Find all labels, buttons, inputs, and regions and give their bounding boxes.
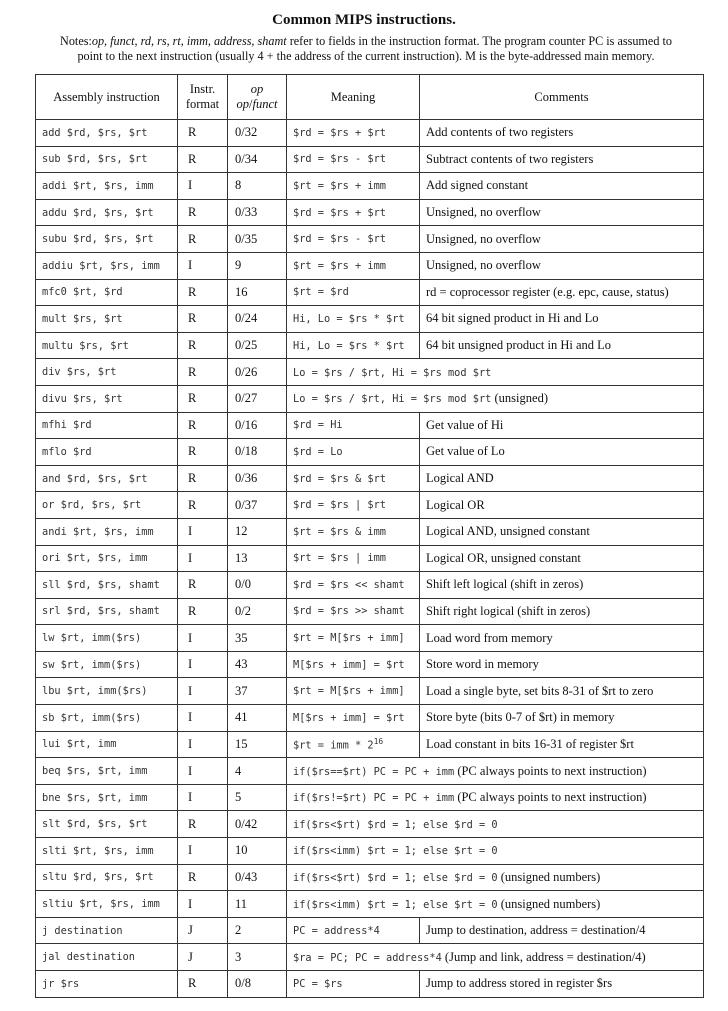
asm-cell: mflo $rd	[36, 439, 178, 466]
format-cell: R	[178, 439, 228, 466]
meaning-text: $rd = $rs << shamt	[293, 578, 405, 591]
meaning-text: if($rs<imm) $rt = 1; else $rt = 0	[293, 898, 498, 911]
format-cell: R	[178, 199, 228, 226]
op-cell: 13	[228, 545, 287, 572]
comment-cell: Load a single byte, set bits 8-31 of $rt to zero	[420, 678, 704, 705]
meaning-cell	[287, 731, 420, 758]
meaning-cell	[287, 598, 420, 625]
meaning-text: $rd = $rs + $rt	[293, 126, 386, 139]
meaning-text: $rt = $rd	[293, 286, 349, 299]
meaning-cell	[287, 678, 420, 705]
meaning-comment-cell	[287, 385, 704, 412]
comment-cell: Logical OR	[420, 492, 704, 519]
asm-cell: addi $rt, $rs, imm	[36, 173, 178, 200]
comment-text: (unsigned)	[491, 391, 548, 406]
meaning-comment-cell	[287, 944, 704, 971]
meaning-text: if($rs!=$rt) PC = PC + imm	[293, 792, 455, 805]
meaning-cell	[287, 971, 420, 998]
table-row	[36, 439, 704, 466]
op-cell: 0/25	[228, 332, 287, 359]
op-cell: 8	[228, 173, 287, 200]
op-cell: 0/0	[228, 572, 287, 599]
table-row	[36, 518, 704, 545]
meaning-cell	[287, 439, 420, 466]
op-cell: 0/36	[228, 465, 287, 492]
table-row	[36, 279, 704, 306]
op-cell: 16	[228, 279, 287, 306]
op-cell: 0/34	[228, 146, 287, 173]
asm-cell: sub $rd, $rs, $rt	[36, 146, 178, 173]
table-row	[36, 412, 704, 439]
comment-text: (unsigned numbers)	[497, 869, 601, 884]
comment-cell: rd = coprocessor register (e.g. epc, cause, status)	[420, 279, 704, 306]
notes-paragraph	[16, 34, 716, 64]
page-title: Common MIPS instructions.	[272, 12, 456, 28]
comment-cell: 64 bit signed product in Hi and Lo	[420, 306, 704, 333]
header-format: Instr. format	[178, 75, 228, 120]
meaning-cell	[287, 705, 420, 732]
format-cell: R	[178, 598, 228, 625]
asm-cell: andi $rt, $rs, imm	[36, 518, 178, 545]
mips-instruction-table	[35, 74, 704, 998]
meaning-cell	[287, 412, 420, 439]
table-row	[36, 252, 704, 279]
format-cell: R	[178, 332, 228, 359]
table-row	[36, 385, 704, 412]
meaning-comment-cell	[287, 811, 704, 838]
format-cell: I	[178, 252, 228, 279]
asm-cell: j destination	[36, 917, 178, 944]
format-cell: J	[178, 917, 228, 944]
table-row	[36, 226, 704, 253]
table-row	[36, 811, 704, 838]
format-cell: I	[178, 545, 228, 572]
meaning-text: PC = address*4	[293, 924, 380, 937]
meaning-comment-cell	[287, 864, 704, 891]
format-cell: R	[178, 146, 228, 173]
op-cell: 0/24	[228, 306, 287, 333]
asm-cell: ori $rt, $rs, imm	[36, 545, 178, 572]
meaning-text: if($rs<imm) $rt = 1; else $rt = 0	[293, 845, 498, 858]
meaning-text: if($rs==$rt) PC = PC + imm	[293, 765, 455, 778]
comment-cell: Logical AND	[420, 465, 704, 492]
meaning-text: $rd = $rs + $rt	[293, 206, 386, 219]
format-cell: R	[178, 306, 228, 333]
meaning-comment-cell	[287, 838, 704, 865]
asm-cell: mfc0 $rt, $rd	[36, 279, 178, 306]
comment-cell: Logical AND, unsigned constant	[420, 518, 704, 545]
comment-cell: Shift left logical (shift in zeros)	[420, 572, 704, 599]
comment-text: (PC always points to next instruction)	[454, 763, 647, 778]
table-row	[36, 944, 704, 971]
meaning-comment-cell	[287, 758, 704, 785]
op-cell: 0/42	[228, 811, 287, 838]
meaning-cell	[287, 199, 420, 226]
format-cell: R	[178, 385, 228, 412]
format-cell: R	[178, 412, 228, 439]
notes-fields: op, funct, rd, rs, rt, imm, address, shamt	[91, 34, 287, 48]
table-row	[36, 545, 704, 572]
comment-cell: Get value of Hi	[420, 412, 704, 439]
format-cell: I	[178, 758, 228, 785]
asm-cell: jal destination	[36, 944, 178, 971]
asm-cell: and $rd, $rs, $rt	[36, 465, 178, 492]
meaning-text: $rd = $rs - $rt	[293, 233, 386, 246]
exponent-text: 16	[373, 737, 384, 747]
asm-cell: lbu $rt, imm($rs)	[36, 678, 178, 705]
asm-cell: srl $rd, $rs, shamt	[36, 598, 178, 625]
meaning-cell	[287, 545, 420, 572]
table-row	[36, 838, 704, 865]
table-row	[36, 731, 704, 758]
op-cell: 12	[228, 518, 287, 545]
format-cell: R	[178, 971, 228, 998]
asm-cell: bne $rs, $rt, imm	[36, 784, 178, 811]
comment-cell: Unsigned, no overflow	[420, 226, 704, 253]
format-cell: R	[178, 572, 228, 599]
asm-cell: sltiu $rt, $rs, imm	[36, 891, 178, 918]
op-cell: 9	[228, 252, 287, 279]
asm-cell: beq $rs, $rt, imm	[36, 758, 178, 785]
meaning-text: $rd = $rs >> shamt	[293, 605, 405, 618]
format-cell: R	[178, 864, 228, 891]
meaning-comment-cell	[287, 891, 704, 918]
asm-cell: addu $rd, $rs, $rt	[36, 199, 178, 226]
meaning-text: PC = $rs	[293, 977, 343, 990]
meaning-text: Hi, Lo = $rs * $rt	[293, 339, 405, 352]
table-row	[36, 598, 704, 625]
table-row	[36, 199, 704, 226]
op-cell: 0/32	[228, 120, 287, 147]
meaning-text: $rd = $rs | $rt	[293, 499, 386, 512]
meaning-text: $rd = Lo	[293, 445, 343, 458]
op-cell: 2	[228, 917, 287, 944]
format-cell: J	[178, 944, 228, 971]
op-cell: 43	[228, 651, 287, 678]
notes-line1-rest: refer to fields in the instruction format. The program counter PC is assumed to	[286, 34, 672, 48]
format-cell: R	[178, 492, 228, 519]
format-cell: I	[178, 651, 228, 678]
table-row	[36, 758, 704, 785]
table-row	[36, 705, 704, 732]
format-cell: R	[178, 465, 228, 492]
asm-cell: subu $rd, $rs, $rt	[36, 226, 178, 253]
comment-cell: Logical OR, unsigned constant	[420, 545, 704, 572]
comment-cell: Load word from memory	[420, 625, 704, 652]
meaning-cell	[287, 146, 420, 173]
table-row	[36, 146, 704, 173]
meaning-cell	[287, 279, 420, 306]
comment-cell: Jump to destination, address = destination/4	[420, 917, 704, 944]
table-header-row	[36, 75, 704, 120]
op-cell: 0/35	[228, 226, 287, 253]
comment-cell: 64 bit unsigned product in Hi and Lo	[420, 332, 704, 359]
asm-cell: slt $rd, $rs, $rt	[36, 811, 178, 838]
op-cell: 0/33	[228, 199, 287, 226]
meaning-text: if($rs<$rt) $rd = 1; else $rd = 0	[293, 871, 498, 884]
op-cell: 15	[228, 731, 287, 758]
table-row	[36, 917, 704, 944]
table-row	[36, 359, 704, 386]
asm-cell: slti $rt, $rs, imm	[36, 838, 178, 865]
table-row	[36, 492, 704, 519]
meaning-cell	[287, 518, 420, 545]
op-cell: 4	[228, 758, 287, 785]
meaning-text: $rt = imm * 2	[293, 739, 374, 752]
asm-cell: multu $rs, $rt	[36, 332, 178, 359]
op-cell: 5	[228, 784, 287, 811]
header-asm: Assembly instruction	[36, 75, 178, 120]
table-body	[36, 120, 704, 998]
comment-cell: Subtract contents of two registers	[420, 146, 704, 173]
op-cell: 11	[228, 891, 287, 918]
table-row	[36, 971, 704, 998]
table-row	[36, 332, 704, 359]
header-comments: Comments	[420, 75, 704, 120]
op-cell: 0/37	[228, 492, 287, 519]
format-cell: R	[178, 359, 228, 386]
meaning-text: $rt = $rs + imm	[293, 179, 386, 192]
meaning-cell	[287, 572, 420, 599]
meaning-text: $rd = Hi	[293, 419, 343, 432]
meaning-text: $ra = PC; PC = address*4	[293, 951, 442, 964]
table-row	[36, 465, 704, 492]
asm-cell: add $rd, $rs, $rt	[36, 120, 178, 147]
format-cell: I	[178, 891, 228, 918]
op-cell: 35	[228, 625, 287, 652]
meaning-text: $rt = $rs & imm	[293, 525, 386, 538]
table-row	[36, 651, 704, 678]
op-cell: 3	[228, 944, 287, 971]
meaning-text: Lo = $rs / $rt, Hi = $rs mod $rt	[293, 366, 492, 379]
meaning-cell	[287, 465, 420, 492]
meaning-text: $rd = $rs & $rt	[293, 472, 386, 485]
format-cell: R	[178, 226, 228, 253]
header-op: op op/funct	[228, 75, 287, 120]
comment-text: (unsigned numbers)	[497, 896, 601, 911]
asm-cell: lw $rt, imm($rs)	[36, 625, 178, 652]
asm-cell: sw $rt, imm($rs)	[36, 651, 178, 678]
op-cell: 37	[228, 678, 287, 705]
asm-cell: sltu $rd, $rs, $rt	[36, 864, 178, 891]
op-cell: 0/16	[228, 412, 287, 439]
comment-cell: Unsigned, no overflow	[420, 199, 704, 226]
op-cell: 0/26	[228, 359, 287, 386]
comment-cell: Unsigned, no overflow	[420, 252, 704, 279]
meaning-text: $rt = M[$rs + imm]	[293, 632, 405, 645]
asm-cell: jr $rs	[36, 971, 178, 998]
meaning-text: Hi, Lo = $rs * $rt	[293, 312, 405, 325]
comment-cell: Get value of Lo	[420, 439, 704, 466]
meaning-cell	[287, 625, 420, 652]
meaning-comment-cell	[287, 784, 704, 811]
table-row	[36, 625, 704, 652]
asm-cell: lui $rt, imm	[36, 731, 178, 758]
table-row	[36, 120, 704, 147]
notes-prefix: Notes:	[60, 34, 92, 48]
asm-cell: sb $rt, imm($rs)	[36, 705, 178, 732]
meaning-cell	[287, 252, 420, 279]
format-cell: R	[178, 120, 228, 147]
meaning-cell	[287, 306, 420, 333]
op-cell: 0/8	[228, 971, 287, 998]
format-cell: I	[178, 705, 228, 732]
format-cell: I	[178, 518, 228, 545]
meaning-text: if($rs<$rt) $rd = 1; else $rd = 0	[293, 818, 498, 831]
comment-text: (PC always points to next instruction)	[454, 790, 647, 805]
table-row	[36, 306, 704, 333]
meaning-text: $rt = M[$rs + imm]	[293, 685, 405, 698]
format-cell: I	[178, 173, 228, 200]
meaning-cell	[287, 173, 420, 200]
meaning-text: $rd = $rs - $rt	[293, 153, 386, 166]
meaning-cell	[287, 226, 420, 253]
comment-cell: Add contents of two registers	[420, 120, 704, 147]
table-row	[36, 572, 704, 599]
meaning-cell	[287, 492, 420, 519]
op-cell: 0/27	[228, 385, 287, 412]
asm-cell: mfhi $rd	[36, 412, 178, 439]
asm-cell: div $rs, $rt	[36, 359, 178, 386]
notes-line2: point to the next instruction (usually 4 + the address of the current instruction). M is the byte-addressed main memory.	[77, 49, 655, 63]
comment-cell: Add signed constant	[420, 173, 704, 200]
format-cell: I	[178, 678, 228, 705]
asm-cell: mult $rs, $rt	[36, 306, 178, 333]
meaning-comment-cell	[287, 359, 704, 386]
meaning-text: $rt = $rs + imm	[293, 259, 386, 272]
table-row	[36, 891, 704, 918]
meaning-cell	[287, 917, 420, 944]
format-cell: I	[178, 731, 228, 758]
asm-cell: or $rd, $rs, $rt	[36, 492, 178, 519]
asm-cell: divu $rs, $rt	[36, 385, 178, 412]
format-cell: I	[178, 784, 228, 811]
table-row	[36, 784, 704, 811]
format-cell: R	[178, 811, 228, 838]
meaning-cell	[287, 332, 420, 359]
comment-cell: Load constant in bits 16-31 of register $rt	[420, 731, 704, 758]
op-cell: 0/2	[228, 598, 287, 625]
comment-cell: Store word in memory	[420, 651, 704, 678]
table-row	[36, 173, 704, 200]
table-row	[36, 864, 704, 891]
comment-text: (Jump and link, address = destination/4)	[441, 949, 646, 964]
meaning-cell	[287, 651, 420, 678]
op-cell: 0/18	[228, 439, 287, 466]
meaning-cell	[287, 120, 420, 147]
format-cell: I	[178, 625, 228, 652]
table-row	[36, 678, 704, 705]
op-cell: 41	[228, 705, 287, 732]
meaning-text: $rt = $rs | imm	[293, 552, 386, 565]
op-cell: 10	[228, 838, 287, 865]
format-cell: R	[178, 279, 228, 306]
meaning-text: M[$rs + imm] = $rt	[293, 658, 405, 671]
meaning-text: M[$rs + imm] = $rt	[293, 711, 405, 724]
comment-cell: Store byte (bits 0-7 of $rt) in memory	[420, 705, 704, 732]
meaning-text: Lo = $rs / $rt, Hi = $rs mod $rt	[293, 393, 492, 406]
format-cell: I	[178, 838, 228, 865]
header-meaning: Meaning	[287, 75, 420, 120]
asm-cell: addiu $rt, $rs, imm	[36, 252, 178, 279]
op-cell: 0/43	[228, 864, 287, 891]
comment-cell: Jump to address stored in register $rs	[420, 971, 704, 998]
comment-cell: Shift right logical (shift in zeros)	[420, 598, 704, 625]
asm-cell: sll $rd, $rs, shamt	[36, 572, 178, 599]
